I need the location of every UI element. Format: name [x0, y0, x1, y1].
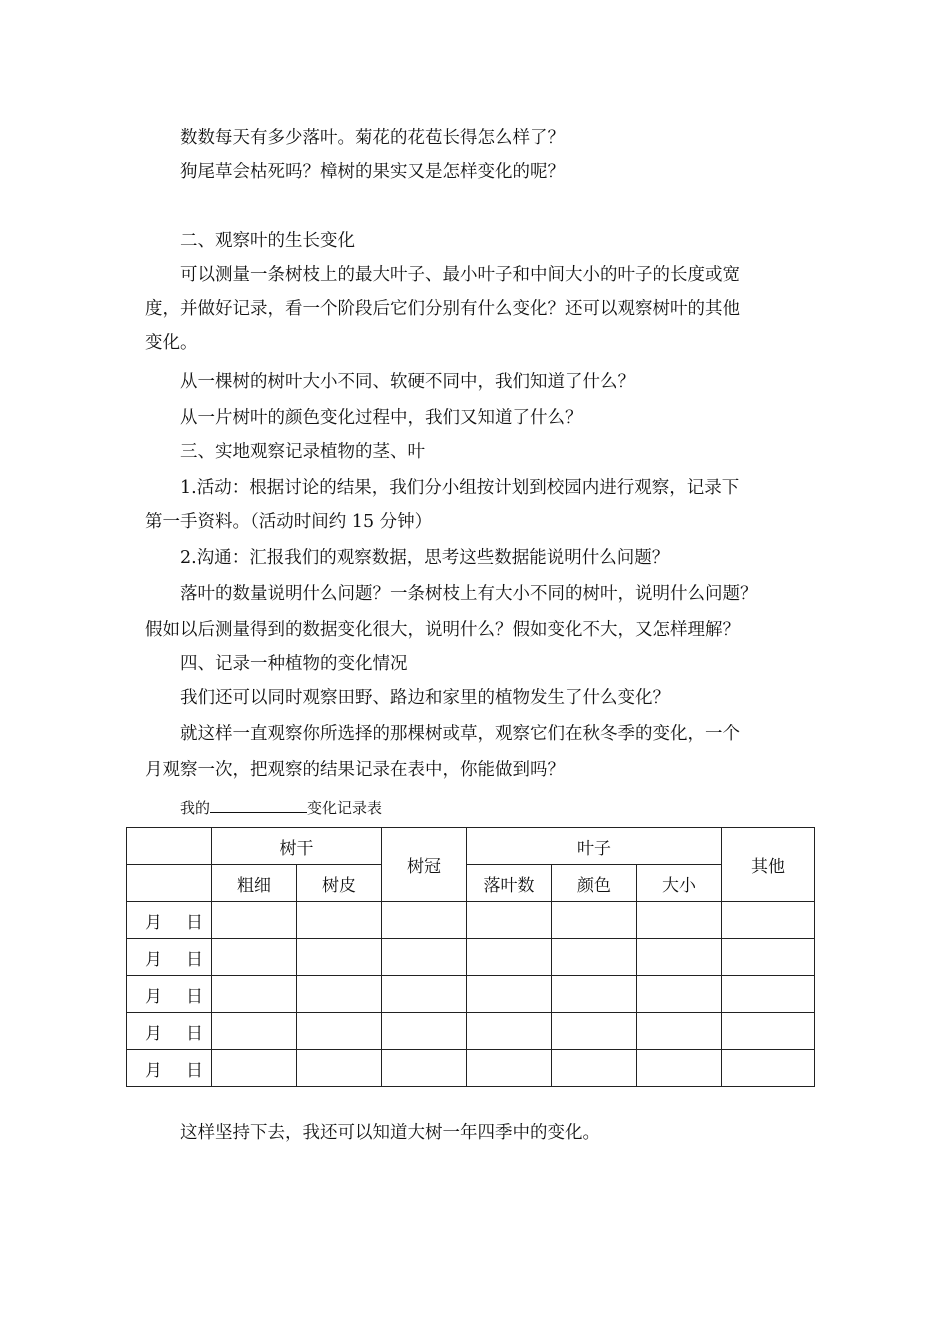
table-cell[interactable] — [467, 1013, 552, 1050]
table-row — [127, 1013, 815, 1050]
section-heading-2: 二、观察叶的生长变化 — [180, 231, 355, 251]
header-other: 其他 — [722, 828, 815, 902]
table-cell[interactable] — [297, 1050, 382, 1087]
paragraph: 落叶的数量说明什么问题？一条树枝上有大小不同的树叶，说明什么问题？ — [180, 584, 758, 604]
header-bark: 树皮 — [297, 865, 382, 902]
table-cell[interactable] — [467, 976, 552, 1013]
table-cell[interactable] — [212, 902, 297, 939]
table-cell[interactable] — [722, 902, 815, 939]
table-cell[interactable] — [382, 1013, 467, 1050]
paragraph: 1.活动：根据讨论的结果，我们分小组按计划到校园内进行观察，记录下 — [180, 478, 740, 498]
table-cell[interactable] — [552, 902, 637, 939]
paragraph: 第一手资料。（活动时间约 15 分钟） — [145, 512, 433, 532]
table-cell[interactable] — [212, 1013, 297, 1050]
date-cell: 月 日 — [127, 939, 212, 976]
header-crown: 树冠 — [382, 828, 467, 902]
header-thickness: 粗细 — [212, 865, 297, 902]
table-cell[interactable] — [297, 939, 382, 976]
paragraph: 我们还可以同时观察田野、路边和家里的植物发生了什么变化？ — [180, 688, 670, 708]
table-cell[interactable] — [212, 939, 297, 976]
table-cell[interactable] — [637, 939, 722, 976]
table-cell[interactable] — [722, 1013, 815, 1050]
date-cell: 月 日 — [127, 902, 212, 939]
record-table — [126, 827, 815, 1087]
table-caption — [180, 796, 860, 820]
paragraph: 就这样一直观察你所选择的那棵树或草，观察它们在秋冬季的变化，一个 — [180, 724, 740, 744]
table-cell[interactable] — [722, 939, 815, 976]
paragraph: 月观察一次，把观察的结果记录在表中，你能做到吗？ — [145, 760, 565, 780]
table-cell[interactable] — [212, 976, 297, 1013]
table-cell[interactable] — [552, 1013, 637, 1050]
table-cell[interactable] — [722, 976, 815, 1013]
table-cell[interactable] — [552, 976, 637, 1013]
header-leaf-size: 大小 — [637, 865, 722, 902]
table-cell[interactable] — [552, 1050, 637, 1087]
table-cell[interactable] — [382, 939, 467, 976]
date-cell: 月 日 — [127, 1050, 212, 1087]
table-cell[interactable] — [297, 1013, 382, 1050]
section-heading-4: 四、记录一种植物的变化情况 — [180, 654, 408, 674]
table-row — [127, 902, 815, 939]
caption-prefix: 我的 — [180, 799, 211, 817]
caption-suffix: 变化记录表 — [307, 799, 383, 817]
table-cell[interactable] — [552, 939, 637, 976]
paragraph: 可以测量一条树枝上的最大叶子、最小叶子和中间大小的叶子的长度或宽 — [180, 265, 740, 285]
table-cell[interactable] — [382, 1050, 467, 1087]
caption-blank — [210, 798, 307, 813]
header-trunk: 树干 — [212, 828, 382, 865]
paragraph: 假如以后测量得到的数据变化很大，说明什么？假如变化不大，又怎样理解？ — [145, 620, 740, 640]
table-cell[interactable] — [297, 902, 382, 939]
corner-cell — [127, 865, 212, 902]
section-heading-3: 三、实地观察记录植物的茎、叶 — [180, 442, 425, 462]
header-leaf-color: 颜色 — [552, 865, 637, 902]
table-row — [127, 939, 815, 976]
table-cell[interactable] — [467, 939, 552, 976]
table-cell[interactable] — [722, 1050, 815, 1087]
corner-cell — [127, 828, 212, 865]
table-row — [127, 1050, 815, 1087]
table-cell[interactable] — [467, 1050, 552, 1087]
paragraph: 这样坚持下去，我还可以知道大树一年四季中的变化。 — [180, 1123, 600, 1143]
paragraph: 数数每天有多少落叶。菊花的花苞长得怎么样了？ — [180, 128, 565, 148]
table-cell[interactable] — [637, 1050, 722, 1087]
table-cell[interactable] — [297, 976, 382, 1013]
paragraph: 2.沟通：汇报我们的观察数据，思考这些数据能说明什么问题？ — [180, 548, 670, 568]
table-cell[interactable] — [467, 902, 552, 939]
table-cell[interactable] — [382, 976, 467, 1013]
header-leaf-fall: 落叶数 — [467, 865, 552, 902]
paragraph: 变化。 — [145, 333, 198, 353]
table-cell[interactable] — [637, 1013, 722, 1050]
table-cell[interactable] — [637, 902, 722, 939]
date-cell: 月 日 — [127, 1013, 212, 1050]
table-cell[interactable] — [382, 902, 467, 939]
date-cell: 月 日 — [127, 976, 212, 1013]
table-cell[interactable] — [212, 1050, 297, 1087]
table-cell[interactable] — [637, 976, 722, 1013]
header-leaves: 叶子 — [467, 828, 722, 865]
paragraph: 从一片树叶的颜色变化过程中，我们又知道了什么？ — [180, 408, 583, 428]
paragraph: 度，并做好记录，看一个阶段后它们分别有什么变化？还可以观察树叶的其他 — [145, 299, 740, 319]
table-row — [127, 976, 815, 1013]
paragraph: 从一棵树的树叶大小不同、软硬不同中，我们知道了什么？ — [180, 372, 635, 392]
paragraph: 狗尾草会枯死吗？樟树的果实又是怎样变化的呢？ — [180, 162, 565, 182]
